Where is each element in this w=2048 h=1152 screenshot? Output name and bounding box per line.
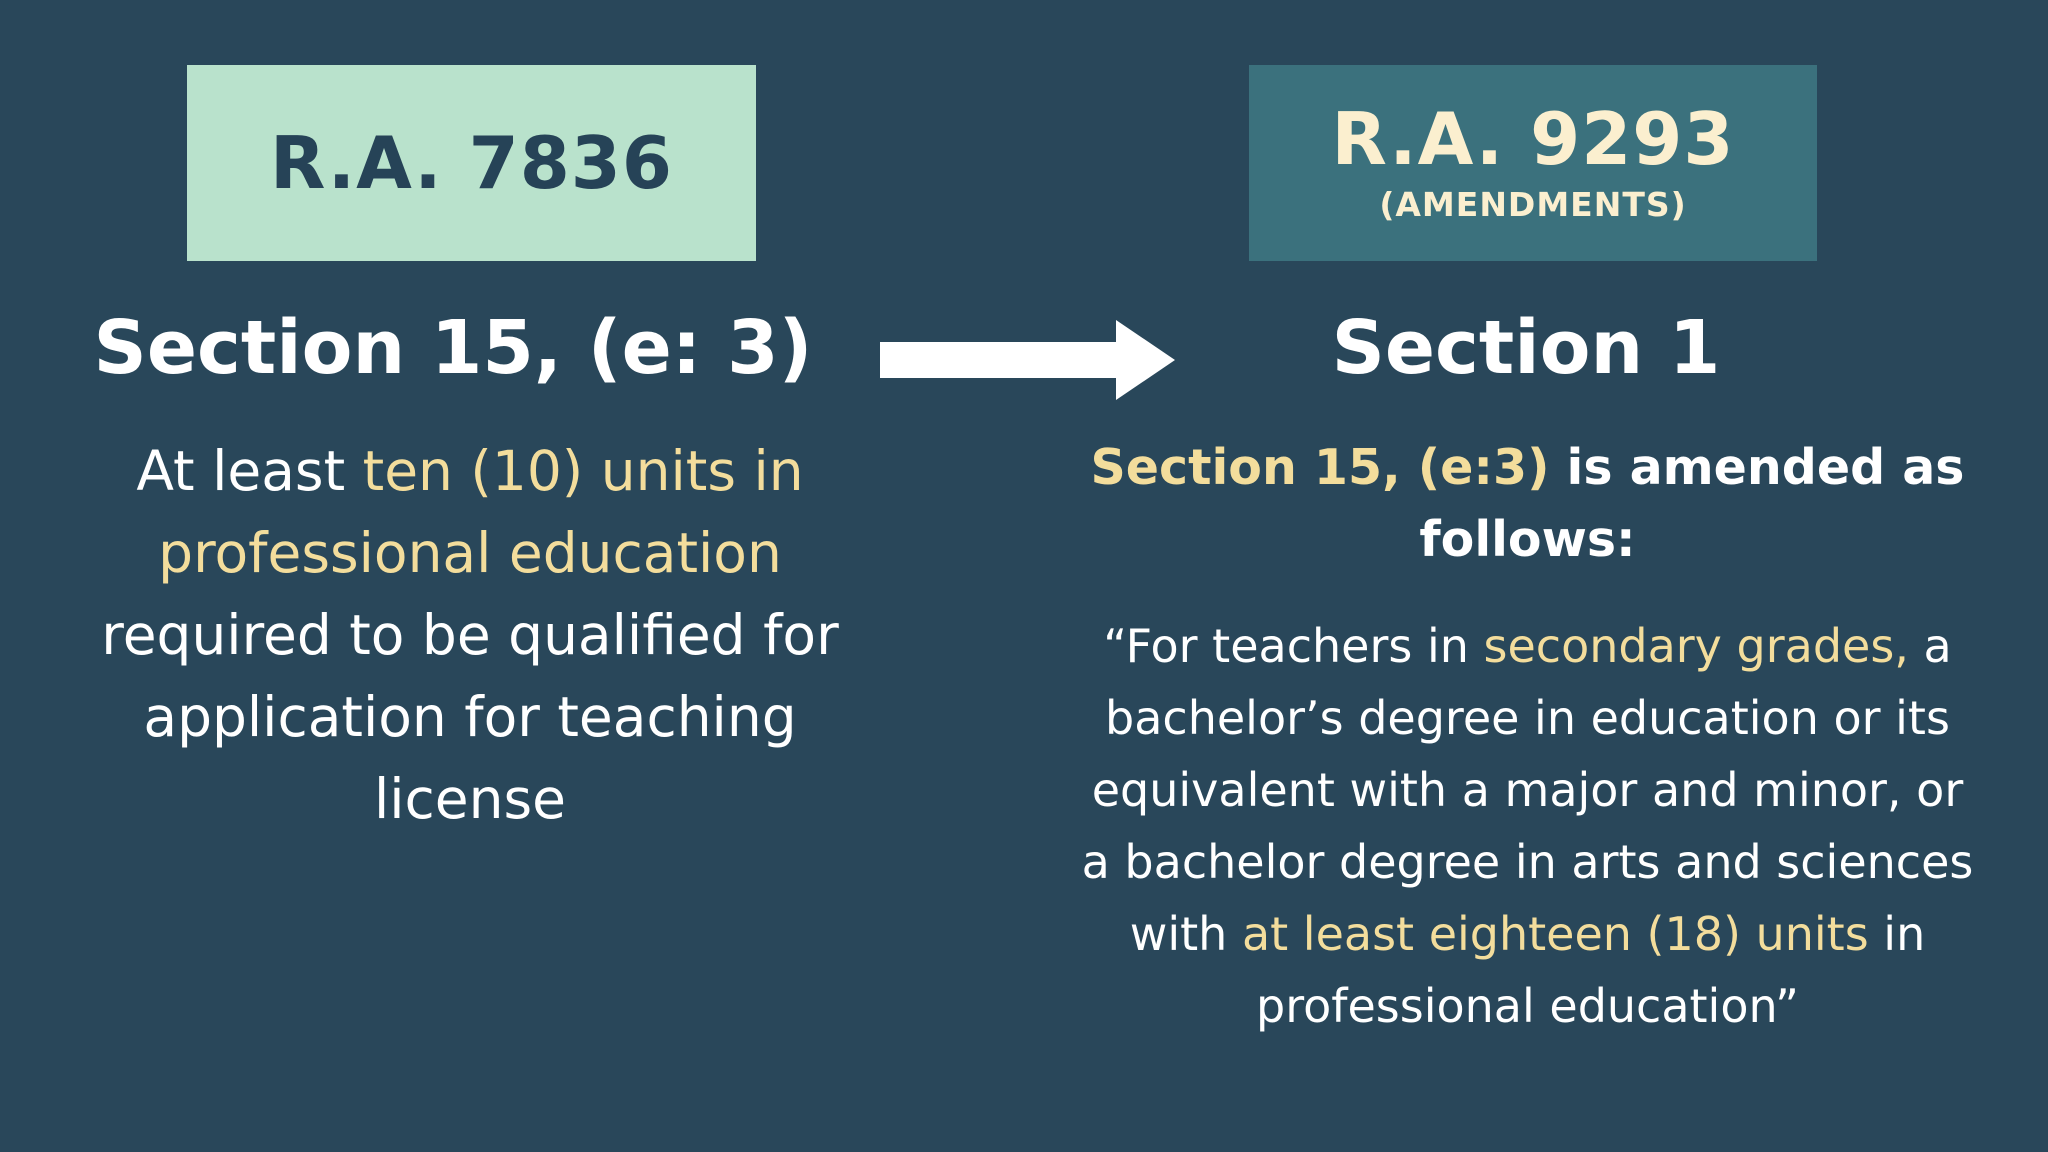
- quote-part-1: “For teachers in: [1103, 619, 1484, 673]
- right-section-heading: Section 1: [1331, 305, 1721, 391]
- left-text-1: At least: [136, 439, 363, 503]
- quote-part-3: in professional education”: [1256, 907, 1926, 1033]
- left-text-2: required to be qualified for application for teaching license: [101, 603, 839, 831]
- right-quote-text: [1080, 610, 1975, 1042]
- right-intro-text: [1080, 432, 1975, 576]
- ra-9293-subtitle: (AMENDMENTS): [1379, 184, 1687, 224]
- ra-9293-title: R.A. 9293: [1331, 96, 1735, 181]
- left-section-heading: Section 15, (e: 3): [93, 305, 813, 391]
- left-body-text: [80, 430, 860, 840]
- ra-7836-title: R.A. 7836: [270, 121, 673, 205]
- right-intro-highlight: Section 15, (e:3): [1090, 439, 1550, 496]
- right-intro-rest: is amended as follows:: [1419, 439, 1965, 568]
- ra-7836-box: [187, 65, 756, 261]
- left-highlight: ten (10) units in professional education: [158, 439, 804, 585]
- quote-highlight-1: secondary grades,: [1483, 619, 1909, 673]
- quote-highlight-2: at least eighteen (18) units: [1241, 907, 1869, 961]
- ra-9293-box: [1249, 65, 1817, 261]
- quote-part-2: a bachelor’s degree in education or its equivalent with a major and minor, or a bachelor degree in arts and sciences with: [1081, 619, 1974, 961]
